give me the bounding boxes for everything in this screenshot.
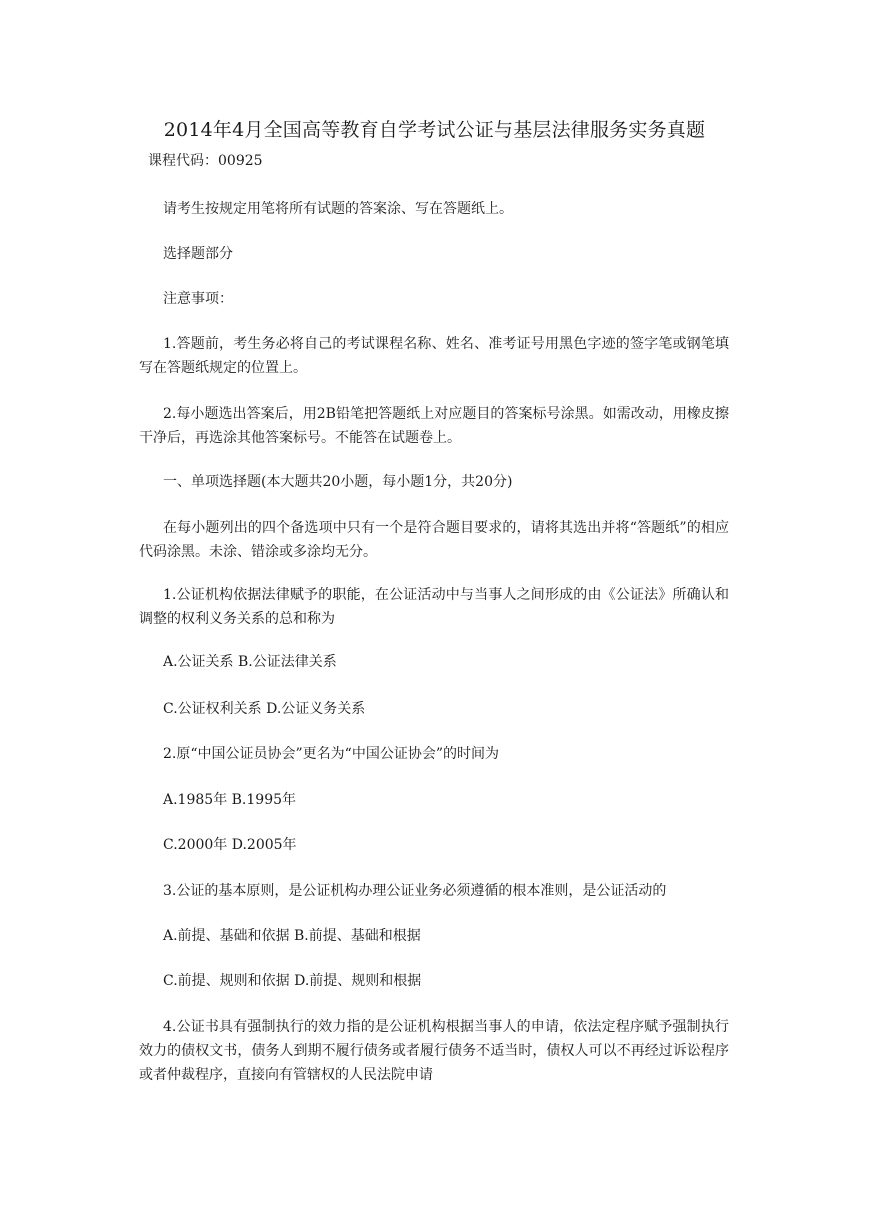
note-paragraph: 2.每小题选出答案后，用2B铅笔把答题纸上对应题目的答案标号涂黑。如需改动，用橡皮擦干净后，再选涂其他答案标号。不能答在试题卷上。 [139, 406, 729, 446]
document-title: 2014年4月全国高等教育自学考试公证与基层法律服务实务真题 [163, 119, 706, 141]
option-line: C.公证权利关系 D.公证义务关系 [163, 701, 366, 717]
question-paragraph: 2.原“中国公证员协会”更名为“中国公证协会”的时间为 [163, 746, 499, 762]
instruction-paragraph: 请考生按规定用笔将所有试题的答案涂、写在答题纸上。 [163, 201, 513, 217]
course-code: 课程代码：00925 [148, 153, 263, 169]
note-paragraph: 1.答题前，考生务必将自己的考试课程名称、姓名、准考证号用黑色字迹的签字笔或钢笔填写在答题纸规定的位置上。 [139, 336, 729, 376]
option-line: A.1985年 B.1995年 [163, 792, 297, 808]
question-paragraph: 4.公证书具有强制执行的效力指的是公证机构根据当事人的申请，依法定程序赋予强制执行效力的债权文书，债务人到期不履行债务或者履行债务不适当时，债权人可以不再经过诉讼程序或者仲裁程序，直接向有管辖权的人民法院申请 [139, 1019, 729, 1083]
question-paragraph: 1.公证机构依据法律赋予的职能，在公证活动中与当事人之间形成的由《公证法》所确认和调整的权利义务关系的总和称为 [139, 587, 729, 627]
option-line: A.前提、基础和依据 B.前提、基础和根据 [163, 928, 421, 944]
question-paragraph: 3.公证的基本原则，是公证机构办理公证业务必须遵循的根本准则，是公证活动的 [163, 883, 667, 899]
option-line: C.2000年 D.2005年 [163, 837, 297, 853]
section-heading: 一、单项选择题(本大题共20小题，每小题1分，共20分) [163, 474, 513, 490]
notes-heading: 注意事项： [163, 291, 233, 307]
section-heading: 选择题部分 [163, 246, 233, 262]
option-line: C.前提、规则和依据 D.前提、规则和根据 [163, 973, 422, 989]
option-line: A.公证关系 B.公证法律关系 [163, 654, 337, 670]
instruction-paragraph: 在每小题列出的四个备选项中只有一个是符合题目要求的，请将其选出并将“答题纸”的相应代码涂黑。未涂、错涂或多涂均无分。 [139, 520, 729, 560]
